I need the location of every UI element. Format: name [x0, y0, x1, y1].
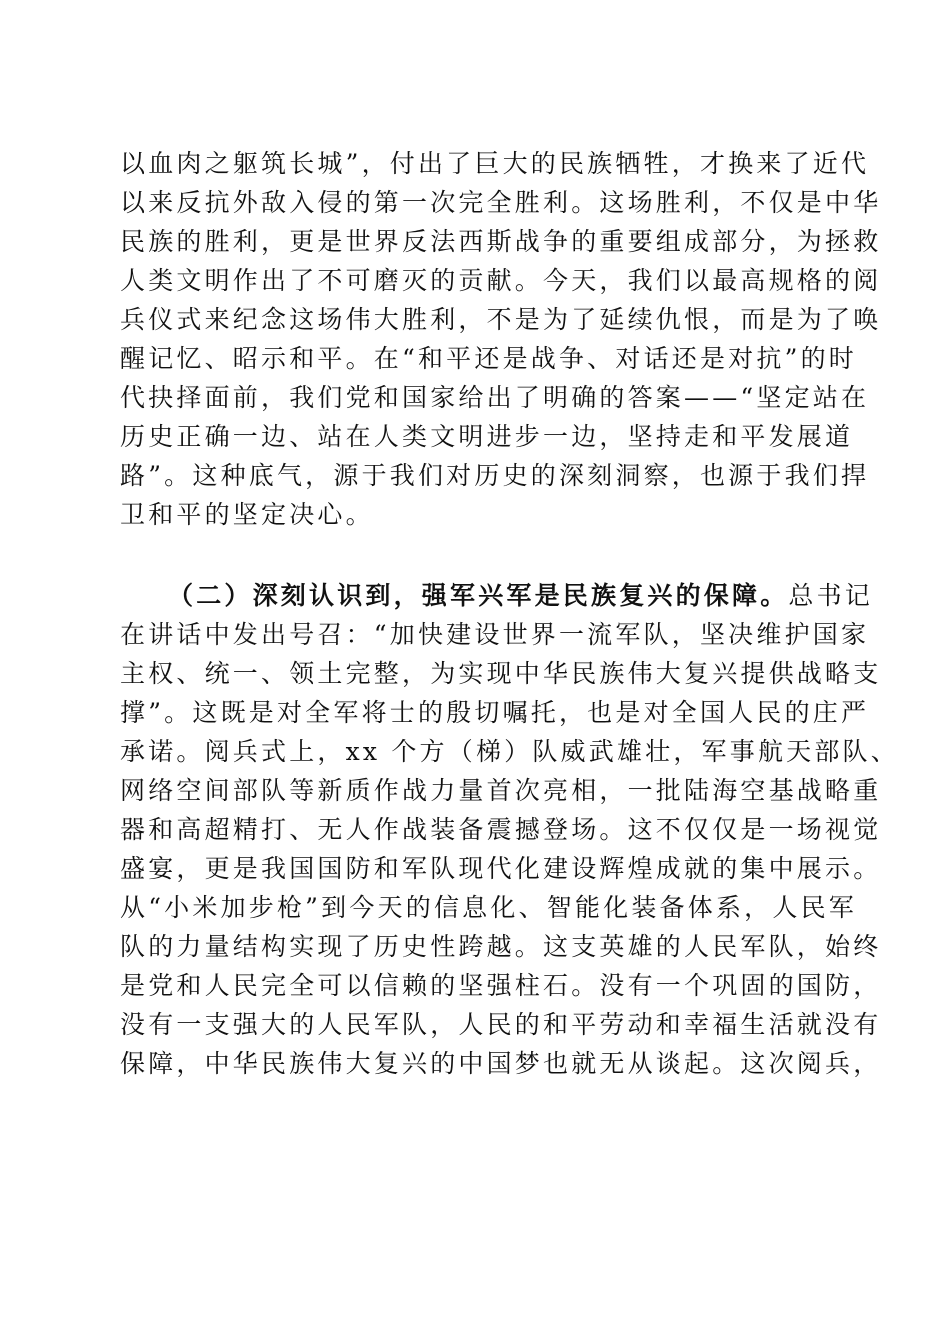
- paragraph1-line-2: 以来反抗外敌入侵的第一次完全胜利。这场胜利，不仅是中华: [120, 188, 882, 217]
- paragraph2-line-8: 盛宴，更是我国国防和军队现代化建设辉煌成就的集中展示。: [120, 854, 882, 883]
- paragraph2-line-10: 队的力量结构实现了历史性跨越。这支英雄的人民军队，始终: [120, 932, 882, 961]
- paragraph2-line-6: 网络空间部队等新质作战力量首次亮相，一批陆海空基战略重: [120, 776, 882, 805]
- paragraph2-first-line-rest: 总书记: [788, 581, 874, 610]
- paragraph2-line-12: 没有一支强大的人民军队，人民的和平劳动和幸福生活就没有: [120, 1010, 882, 1039]
- paragraph2-line-5: 承诺。阅兵式上，xx 个方（梯）队威武雄壮，军事航天部队、: [120, 737, 899, 766]
- paragraph2-line-11: 是党和人民完全可以信赖的坚强柱石。没有一个巩固的国防，: [120, 971, 882, 1000]
- paragraph1-line-4: 人类文明作出了不可磨灭的贡献。今天，我们以最高规格的阅: [120, 266, 882, 295]
- paragraph1-line-3: 民族的胜利，更是世界反法西斯战争的重要组成部分，为拯救: [120, 227, 882, 256]
- paragraph1-line-7: 代抉择面前，我们党和国家给出了明确的答案——“坚定站在: [120, 383, 870, 412]
- paragraph2-line-7: 器和高超精打、无人作战装备震撼登场。这不仅仅是一场视觉: [120, 815, 882, 844]
- paragraph1-line-6: 醒记忆、昭示和平。在“和平还是战争、对话还是对抗”的时: [120, 344, 857, 373]
- paragraph2-line-9: 从“小米加步枪”到今天的信息化、智能化装备体系，人民军: [120, 893, 857, 922]
- paragraph1-line-1: 以血肉之躯筑长城”，付出了巨大的民族牺牲，才换来了近代: [120, 149, 870, 178]
- paragraph1-line-5: 兵仪式来纪念这场伟大胜利，不是为了延续仇恨，而是为了唤: [120, 305, 882, 334]
- paragraph2-line-2: 在讲话中发出号召：“加快建设世界一流军队，坚决维护国家: [120, 620, 870, 649]
- paragraph2-line-4: 撑”。这既是对全军将士的殷切嘱托，也是对全国人民的庄严: [120, 698, 870, 727]
- paragraph2-first-line: [168, 576, 873, 616]
- paragraph1-line-10: 卫和平的坚定决心。: [120, 500, 374, 529]
- paragraph1-line-9: 路”。这种底气，源于我们对历史的深刻洞察，也源于我们捍: [120, 461, 870, 490]
- paragraph2-heading: （二）深刻认识到，强军兴军是民族复兴的保障。: [168, 581, 789, 610]
- paragraph2-line-13: 保障，中华民族伟大复兴的中国梦也就无从谈起。这次阅兵，: [120, 1049, 882, 1078]
- paragraph2-line-3: 主权、统一、领土完整，为实现中华民族伟大复兴提供战略支: [120, 659, 882, 688]
- paragraph1-line-8: 历史正确一边、站在人类文明进步一边，坚持走和平发展道: [120, 422, 854, 451]
